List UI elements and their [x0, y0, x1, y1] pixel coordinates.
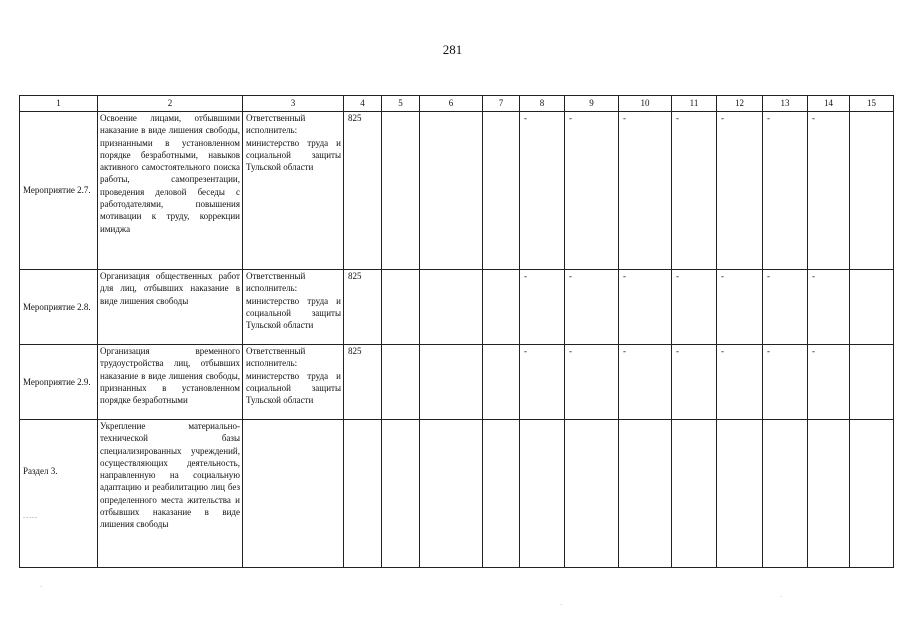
- row-description: Организация временного трудоустройства лиц, отбывших наказание в виде лишения свободы, признанных в установленном порядке безработными: [98, 345, 243, 420]
- row-description: Организация общественных работ для лиц, отбывших наказание в виде лишения свободы: [98, 270, 243, 345]
- row-col10-value: -: [619, 112, 672, 270]
- header-cell: 4: [344, 96, 382, 112]
- table-row: [20, 420, 894, 568]
- scan-dots: .....: [23, 510, 38, 520]
- row-col6-value: [420, 420, 483, 568]
- row-col14-value: [808, 420, 850, 568]
- header-row: [20, 96, 894, 112]
- row-col7-value: [483, 270, 520, 345]
- row-col4-value: 825: [344, 345, 382, 420]
- row-col15-value: [850, 345, 894, 420]
- row-col12-value: -: [717, 112, 763, 270]
- row-col4-value: [344, 420, 382, 568]
- row-col6-value: [420, 345, 483, 420]
- row-col8-value: [520, 420, 565, 568]
- row-col10-value: [619, 420, 672, 568]
- header-cell: 6: [420, 96, 483, 112]
- row-label: Раздел 3.: [23, 466, 58, 477]
- row-col6-value: [420, 112, 483, 270]
- row-label: Мероприятие 2.9.: [20, 345, 98, 420]
- row-col5-value: [382, 420, 420, 568]
- row-col10-value: -: [619, 270, 672, 345]
- row-responsible: Ответственный исполнитель: министерство труда и социальной защиты Тульской области: [243, 112, 344, 270]
- row-col14-value: -: [808, 345, 850, 420]
- row-label: Мероприятие 2.8.: [20, 270, 98, 345]
- program-table: [19, 95, 894, 568]
- header-cell: 15: [850, 96, 894, 112]
- page-number: 281: [442, 42, 463, 57]
- row-col5-value: [382, 345, 420, 420]
- row-col9-value: [565, 420, 619, 568]
- header-cell: 3: [243, 96, 344, 112]
- row-col7-value: [483, 420, 520, 568]
- row-col9-value: -: [565, 112, 619, 270]
- header-cell: 1: [20, 96, 98, 112]
- row-label-cell: [20, 420, 98, 568]
- row-col7-value: [483, 345, 520, 420]
- row-col5-value: [382, 270, 420, 345]
- header-cell: 7: [483, 96, 520, 112]
- row-col15-value: [850, 270, 894, 345]
- row-responsible: Ответственный исполнитель: министерство труда и социальной защиты Тульской области: [243, 270, 344, 345]
- scan-speck: .: [40, 580, 42, 589]
- row-col13-value: -: [763, 345, 808, 420]
- row-responsible: Ответственный исполнитель: министерство труда и социальной защиты Тульской области: [243, 345, 344, 420]
- row-col8-value: -: [520, 270, 565, 345]
- header-cell: 9: [565, 96, 619, 112]
- row-col13-value: [763, 420, 808, 568]
- row-col13-value: -: [763, 270, 808, 345]
- header-cell: 12: [717, 96, 763, 112]
- header-cell: 10: [619, 96, 672, 112]
- row-col12-value: [717, 420, 763, 568]
- row-col13-value: -: [763, 112, 808, 270]
- row-description: Укрепление материально-технической базы специализированных учреждений, осуществляющих деятельность, направленную на социальную адаптацию и реабилитацию лиц без определенного места жительства и отбывших наказание в виде лишения свободы: [98, 420, 243, 568]
- row-col11-value: -: [672, 345, 717, 420]
- header-cell: 2: [98, 96, 243, 112]
- header-cell: 14: [808, 96, 850, 112]
- row-col9-value: -: [565, 345, 619, 420]
- row-col7-value: [483, 112, 520, 270]
- table-row: [20, 345, 894, 420]
- row-col4-value: 825: [344, 270, 382, 345]
- row-col14-value: -: [808, 112, 850, 270]
- row-col11-value: [672, 420, 717, 568]
- row-col8-value: -: [520, 112, 565, 270]
- header-cell: 5: [382, 96, 420, 112]
- row-col11-value: -: [672, 270, 717, 345]
- row-col6-value: [420, 270, 483, 345]
- row-col15-value: [850, 420, 894, 568]
- scan-speck: .: [780, 590, 782, 599]
- row-col4-value: 825: [344, 112, 382, 270]
- row-col12-value: -: [717, 270, 763, 345]
- header-cell: 8: [520, 96, 565, 112]
- row-col8-value: -: [520, 345, 565, 420]
- row-col9-value: -: [565, 270, 619, 345]
- table-row: [20, 270, 894, 345]
- scan-speck: .: [560, 598, 562, 607]
- row-col11-value: -: [672, 112, 717, 270]
- row-col12-value: -: [717, 345, 763, 420]
- row-col15-value: [850, 112, 894, 270]
- row-responsible: [243, 420, 344, 568]
- table-row: [20, 112, 894, 270]
- row-description: Освоение лицами, отбывшими наказание в виде лишения свободы, признанными в установленном порядке безработными, навыков активного самостоятельного поиска работы, самопрезентации, проведения деловой беседы с работодателями, повышения мотивации к труду, коррекции имиджа: [98, 112, 243, 270]
- header-cell: 13: [763, 96, 808, 112]
- row-label: Мероприятие 2.7.: [20, 112, 98, 270]
- row-col10-value: -: [619, 345, 672, 420]
- header-cell: 11: [672, 96, 717, 112]
- row-col5-value: [382, 112, 420, 270]
- row-col14-value: -: [808, 270, 850, 345]
